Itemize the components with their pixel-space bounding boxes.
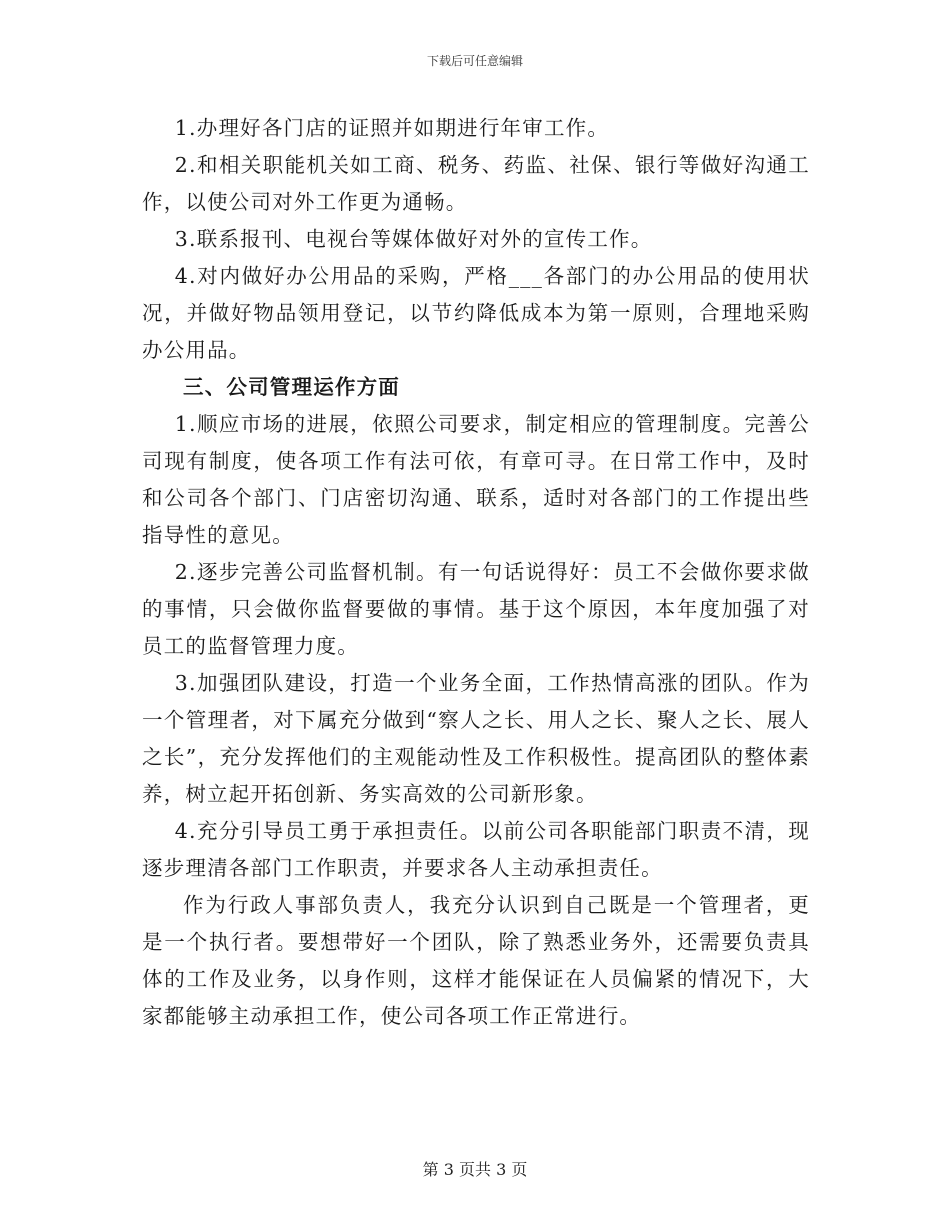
section-heading: 三、公司管理运作方面 bbox=[183, 375, 400, 399]
paragraph-management-2: 2.逐步完善公司监督机制。有一句话说得好：员工不会做你要求做的事情，只会做你监督要做的事情。基于这个原因，本年度加强了对员工的监督管理力度。 bbox=[142, 560, 810, 658]
page-number: 第 3 页共 3 页 bbox=[422, 1160, 528, 1179]
paragraph-item-3: 3.联系报刊、电视台等媒体做好对外的宣传工作。 bbox=[174, 227, 653, 251]
page-header: 下载后可任意编辑 bbox=[426, 54, 523, 68]
paragraph-conclusion: 作为行政人事部负责人，我充分认识到自己既是一个管理者，更是一个执行者。要想带好一个团队，除了熟悉业务外，还需要负责具体的工作及业务，以身作则，这样才能保证在人员偏紧的情况下，大家都能够主动承担工作，使公司各项工作正常进行。 bbox=[142, 893, 810, 1028]
paragraph-management-3: 3.加强团队建设，打造一个业务全面，工作热情高涨的团队。作为一个管理者，对下属充分做到“察人之长、用人之长、聚人之长、展人之长”，充分发挥他们的主观能动性及工作积极性。提高团队的整体素养，树立起开拓创新、务实高效的公司新形象。 bbox=[142, 671, 810, 806]
paragraph-item-2: 2.和相关职能机关如工商、税务、药监、社保、银行等做好沟通工作，以使公司对外工作更为通畅。 bbox=[142, 153, 810, 214]
paragraph-management-1: 1.顺应市场的进展，依照公司要求，制定相应的管理制度。完善公司现有制度，使各项工作有法可依，有章可寻。在日常工作中，及时和公司各个部门、门店密切沟通、联系，适时对各部门的工作提出些指导性的意见。 bbox=[142, 412, 810, 547]
document-body bbox=[142, 110, 810, 1035]
paragraph-management-4: 4.充分引导员工勇于承担责任。以前公司各职能部门职责不清，现逐步理清各部门工作职责，并要求各人主动承担责任。 bbox=[142, 819, 810, 880]
paragraph-item-4: 4.对内做好办公用品的采购，严格___各部门的办公用品的使用状况，并做好物品领用登记，以节约降低成本为第一原则，合理地采购办公用品。 bbox=[142, 264, 810, 362]
paragraph-item-1: 1.办理好各门店的证照并如期进行年审工作。 bbox=[174, 116, 610, 140]
